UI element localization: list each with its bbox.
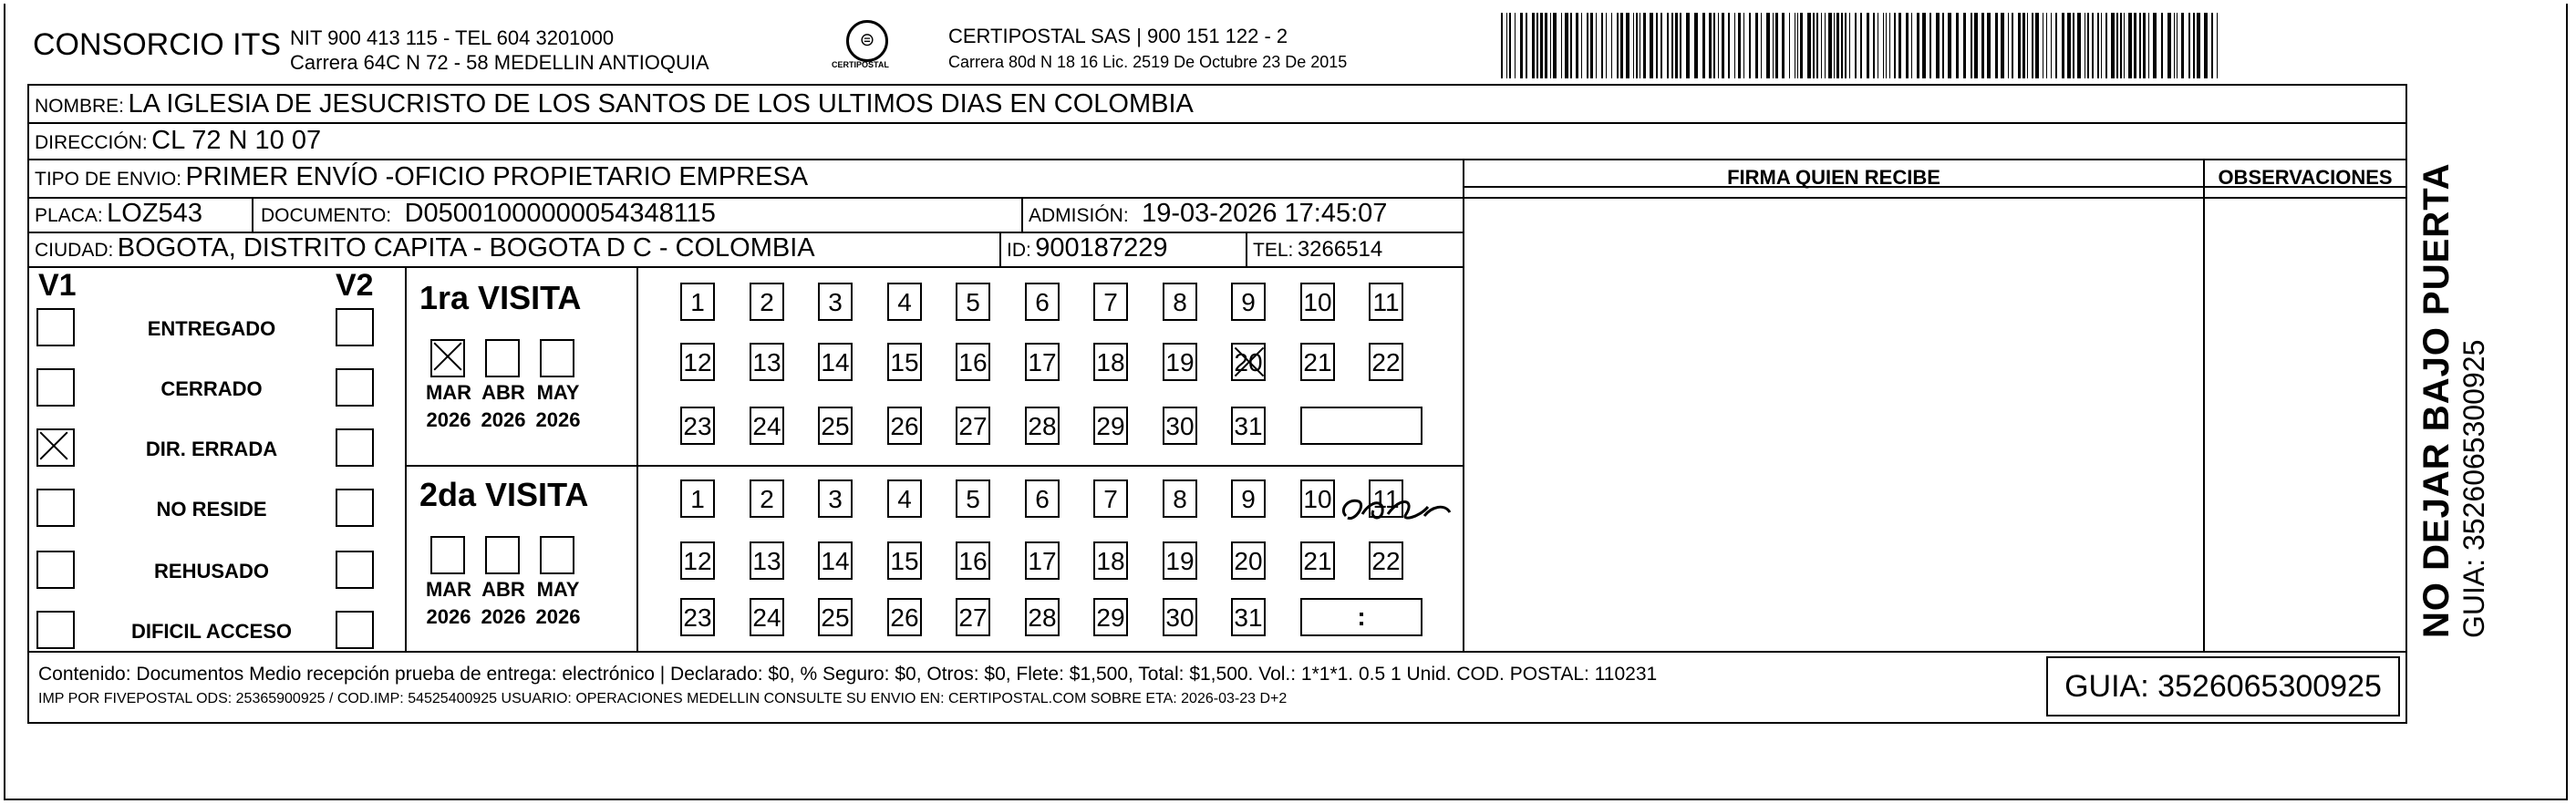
observaciones-header: OBSERVACIONES	[2218, 166, 2393, 189]
day-box[interactable]: 23	[680, 407, 715, 445]
company-address: Carrera 64C N 72 - 58 MEDELLIN ANTIOQUIA	[290, 51, 709, 74]
status-label: REHUSADO	[154, 560, 269, 582]
day-box[interactable]: 21	[1300, 343, 1335, 381]
status-label: DIR. ERRADA	[145, 438, 278, 460]
day-box[interactable]: 9	[1231, 479, 1266, 518]
day-box[interactable]: 3	[818, 283, 853, 321]
day-box[interactable]: 15	[887, 541, 922, 580]
year-label: 2026	[481, 408, 526, 431]
ciudad-row: CIUDAD: BOGOTA, DISTRITO CAPITA - BOGOTA D C - COLOMBIA	[35, 233, 815, 263]
visit2-title: 2da VISITA	[419, 476, 589, 513]
day-box[interactable]: 11	[1369, 479, 1403, 518]
firma-header: FIRMA QUIEN RECIBE	[1727, 166, 1940, 189]
tel-value: 3266514	[1297, 237, 1383, 262]
day-box[interactable]: 5	[956, 283, 990, 321]
day-box[interactable]: 4	[887, 283, 922, 321]
day-box[interactable]: 30	[1163, 598, 1197, 636]
admision-row: ADMISIÓN: 19-03-2026 17:45:07	[1029, 199, 1388, 228]
company-nit: NIT 900 413 115 - TEL 604 3201000	[290, 26, 615, 49]
status-label: DIFICIL ACCESO	[130, 620, 292, 643]
year-label: 2026	[481, 605, 526, 628]
courier-logo-label: CERTIPOSTAL	[832, 60, 889, 69]
courier-address: Carrera 80d N 18 16 Lic. 2519 De Octubre 23 De 2015	[948, 53, 1348, 71]
day-box[interactable]: 24	[750, 598, 784, 636]
courier-logo-icon: ⊜	[846, 20, 888, 62]
footer-contents: Contenido: Documentos Medio recepción prueba de entrega: electrónico | Declarado: $0, % Seguro: $0, Otros: $0, Flete: $1,500, Total: $1,500. Vol.: 1*1*1. 0.5 1 Unid. COD. POSTAL: 110231	[38, 664, 1658, 685]
nombre-value: LA IGLESIA DE JESUCRISTO DE LOS SANTOS DE LOS ULTIMOS DIAS EN COLOMBIA	[128, 89, 1194, 119]
day-box[interactable]: 25	[818, 407, 853, 445]
year-label: 2026	[535, 408, 581, 431]
direccion-row: DIRECCIÓN: CL 72 N 10 07	[35, 126, 322, 155]
side-guia: GUIA: 3526065300925	[2457, 339, 2490, 638]
day-box[interactable]: 14	[818, 343, 853, 381]
day-box[interactable]: 26	[887, 407, 922, 445]
day-box[interactable]: 18	[1093, 343, 1128, 381]
day-box[interactable]: 10	[1300, 283, 1335, 321]
month-label: MAY	[536, 381, 580, 404]
barcode	[1501, 13, 2225, 78]
day-box[interactable]: 13	[750, 343, 784, 381]
v1-checkbox[interactable]	[36, 551, 75, 589]
month-checkbox[interactable]	[485, 536, 520, 574]
placa-row: PLACA: LOZ543	[35, 199, 202, 228]
nombre-row: NOMBRE: LA IGLESIA DE JESUCRISTO DE LOS SANTOS DE LOS ULTIMOS DIAS EN COLOMBIA	[35, 89, 1194, 119]
day-box[interactable]: 17	[1025, 541, 1060, 580]
day-box[interactable]: 23	[680, 598, 715, 636]
day-box[interactable]: 19	[1163, 343, 1197, 381]
day-box[interactable]: 18	[1093, 541, 1128, 580]
main-form	[27, 84, 2407, 724]
v2-checkbox[interactable]	[336, 428, 374, 467]
day-box[interactable]: 31	[1231, 407, 1266, 445]
day-box[interactable]: 11	[1369, 283, 1403, 321]
id-row: ID: 900187229	[1007, 233, 1168, 263]
courier-info	[948, 24, 1347, 75]
tipo-value: PRIMER ENVÍO -OFICIO PROPIETARIO EMPRESA	[185, 162, 809, 191]
time-box[interactable]	[1300, 407, 1422, 445]
footer-print-info: IMP POR FIVEPOSTAL ODS: 25365900925 / COD.IMP: 54525400925 USUARIO: OPERACIONES MEDELLIN CONSULTE SU ENVIO EN: CERTIPOSTAL.COM SOBRE ETA: 2026-03-23 D+2	[38, 691, 1288, 706]
v1-checkbox[interactable]	[36, 489, 75, 527]
day-box[interactable]: 20	[1231, 541, 1266, 580]
month-checkbox[interactable]	[540, 339, 574, 377]
day-box[interactable]: 7	[1093, 283, 1128, 321]
year-label: 2026	[535, 605, 581, 628]
day-box[interactable]: 24	[750, 407, 784, 445]
status-label: ENTREGADO	[147, 317, 276, 340]
day-box[interactable]: 5	[956, 479, 990, 518]
month-checkbox[interactable]	[540, 536, 574, 574]
day-box[interactable]: 20	[1231, 343, 1266, 381]
placa-value: LOZ543	[107, 199, 202, 228]
tel-row: TEL: 3266514	[1253, 237, 1383, 262]
v2-checkbox[interactable]	[336, 489, 374, 527]
day-box[interactable]: 2	[750, 479, 784, 518]
month-label: MAY	[536, 578, 580, 601]
side-notice	[2416, 162, 2491, 638]
day-box[interactable]: 27	[956, 407, 990, 445]
day-box[interactable]: 22	[1369, 343, 1403, 381]
documento-value: D05001000000054348115	[404, 199, 716, 228]
tipo-row: TIPO DE ENVIO: PRIMER ENVÍO -OFICIO PROPIETARIO EMPRESA	[35, 162, 809, 191]
v1-checkbox[interactable]	[36, 611, 75, 649]
day-box[interactable]: 28	[1025, 407, 1060, 445]
status-label: NO RESIDE	[156, 498, 267, 521]
direccion-value: CL 72 N 10 07	[151, 126, 322, 155]
day-box[interactable]: 2	[750, 283, 784, 321]
courier-name: CERTIPOSTAL SAS | 900 151 122 - 2	[948, 25, 1288, 47]
day-box[interactable]: 22	[1369, 541, 1403, 580]
day-box[interactable]: 13	[750, 541, 784, 580]
day-box[interactable]: 27	[956, 598, 990, 636]
day-box[interactable]: 9	[1231, 283, 1266, 321]
month-checkbox[interactable]	[485, 339, 520, 377]
day-box[interactable]: 7	[1093, 479, 1128, 518]
v2-checkbox[interactable]	[336, 308, 374, 346]
v2-checkbox[interactable]	[336, 368, 374, 407]
day-box[interactable]: 30	[1163, 407, 1197, 445]
day-box[interactable]: 6	[1025, 479, 1060, 518]
day-box[interactable]: 8	[1163, 283, 1197, 321]
ciudad-value: BOGOTA, DISTRITO CAPITA - BOGOTA D C - COLOMBIA	[117, 233, 815, 263]
day-box[interactable]: 10	[1300, 479, 1335, 518]
month-checkbox[interactable]	[430, 339, 465, 377]
day-box[interactable]: 21	[1300, 541, 1335, 580]
day-box[interactable]: 1	[680, 283, 715, 321]
month-label: ABR	[481, 578, 525, 601]
day-box[interactable]: 19	[1163, 541, 1197, 580]
day-box[interactable]: 28	[1025, 598, 1060, 636]
year-label: 2026	[426, 605, 471, 628]
year-label: 2026	[426, 408, 471, 431]
day-box[interactable]: 14	[818, 541, 853, 580]
day-box[interactable]: 16	[956, 343, 990, 381]
day-box[interactable]: 15	[887, 343, 922, 381]
v1-header: V1	[38, 268, 77, 303]
day-box[interactable]: 3	[818, 479, 853, 518]
month-label: MAR	[425, 381, 472, 404]
v1-checkbox[interactable]	[36, 368, 75, 407]
day-box[interactable]: 4	[887, 479, 922, 518]
guia-number: GUIA: 3526065300925	[2046, 656, 2400, 716]
v2-header: V2	[336, 268, 374, 303]
day-box[interactable]: 25	[818, 598, 853, 636]
month-checkbox[interactable]	[430, 536, 465, 574]
time-box[interactable]: :	[1300, 598, 1422, 636]
v2-checkbox[interactable]	[336, 611, 374, 649]
day-box[interactable]: 29	[1093, 598, 1128, 636]
v1-checkbox[interactable]	[36, 308, 75, 346]
day-box[interactable]: 8	[1163, 479, 1197, 518]
month-label: ABR	[481, 381, 525, 404]
side-warning: NO DEJAR BAJO PUERTA	[2416, 162, 2457, 638]
status-label: CERRADO	[160, 377, 263, 400]
admision-value: 19-03-2026 17:45:07	[1142, 199, 1388, 228]
month-label: MAR	[425, 578, 472, 601]
day-box[interactable]: 12	[680, 541, 715, 580]
id-value: 900187229	[1035, 233, 1168, 263]
company-name: CONSORCIO ITS	[33, 27, 282, 62]
day-box[interactable]: 26	[887, 598, 922, 636]
day-box[interactable]: 1	[680, 479, 715, 518]
day-box[interactable]: 6	[1025, 283, 1060, 321]
day-box[interactable]: 29	[1093, 407, 1128, 445]
day-box[interactable]: 17	[1025, 343, 1060, 381]
day-box[interactable]: 16	[956, 541, 990, 580]
v1-checkbox[interactable]	[36, 428, 75, 467]
documento-row: DOCUMENTO: D05001000000054348115	[261, 199, 716, 228]
visit1-title: 1ra VISITA	[419, 279, 582, 316]
v2-checkbox[interactable]	[336, 551, 374, 589]
day-box[interactable]: 31	[1231, 598, 1266, 636]
company-info	[290, 26, 709, 75]
day-box[interactable]: 12	[680, 343, 715, 381]
